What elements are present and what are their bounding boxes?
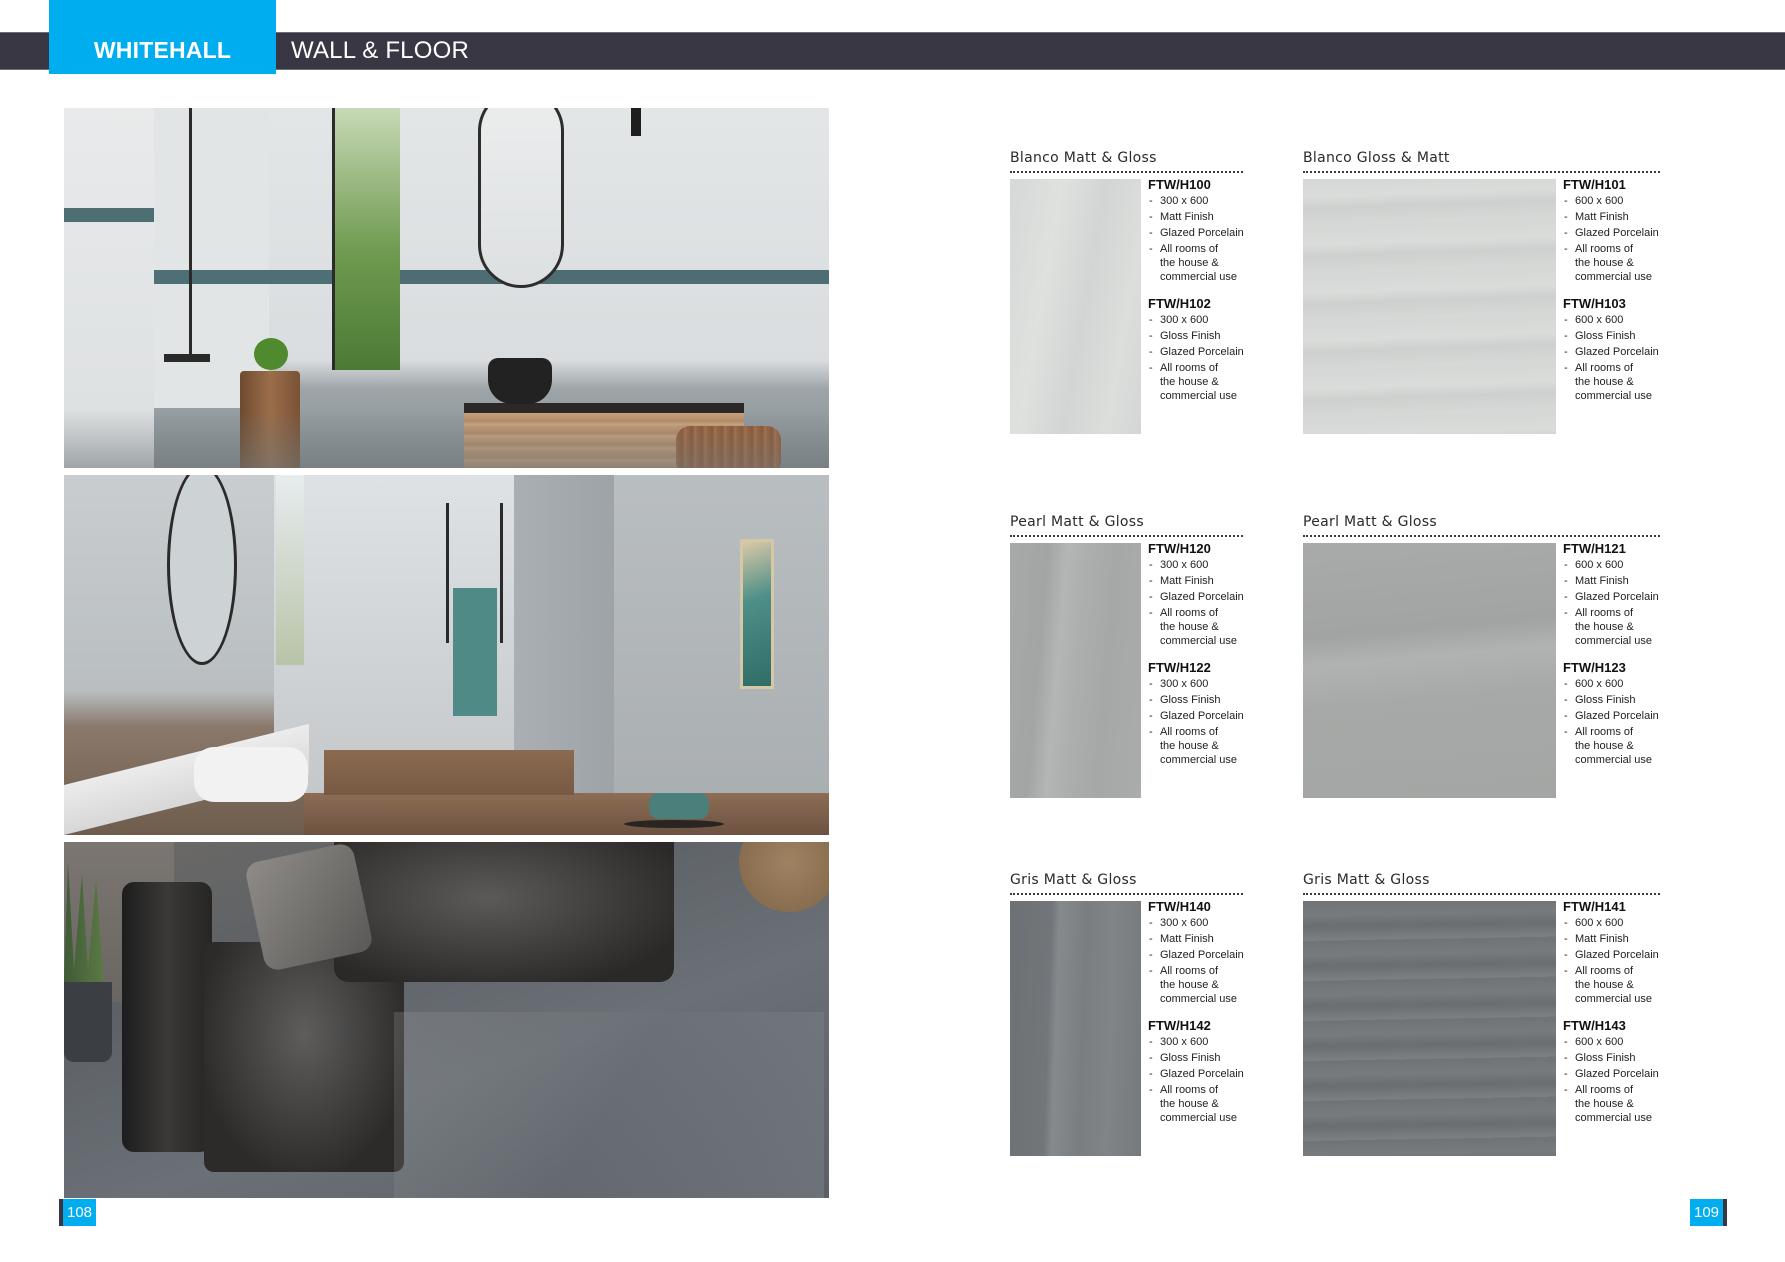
- spec-finish: - Gloss Finish: [1148, 693, 1248, 707]
- dotted-divider: [1303, 535, 1660, 537]
- group-title: Blanco Matt & Gloss: [1010, 150, 1157, 166]
- spec-material: - Glazed Porcelain: [1148, 345, 1248, 359]
- product-group-gris-left: [1010, 872, 1244, 1124]
- spec-use: - All rooms of the house & commercial use: [1148, 725, 1248, 767]
- spec-size: - 300 x 600: [1148, 194, 1248, 208]
- product-code: FTW/H103: [1563, 296, 1626, 311]
- group-title: Gris Matt & Gloss: [1303, 872, 1430, 888]
- product-spec: [1148, 899, 1248, 1006]
- spec-finish: - Gloss Finish: [1563, 693, 1663, 707]
- section-title: WALL & FLOOR: [291, 37, 469, 64]
- page-number-left: 108: [59, 1199, 96, 1226]
- spec-use: - All rooms of the house & commercial use: [1148, 242, 1248, 284]
- product-code: FTW/H100: [1148, 177, 1211, 192]
- product-group-pearl-right: [1303, 514, 1660, 766]
- product-spec: [1148, 660, 1248, 767]
- spec-material: - Glazed Porcelain: [1148, 948, 1248, 962]
- spec-size: - 300 x 600: [1148, 558, 1248, 572]
- tile-swatch: [1303, 179, 1556, 434]
- spec-use: - All rooms of the house & commercial use: [1563, 1083, 1663, 1125]
- spec-finish: - Matt Finish: [1563, 932, 1663, 946]
- spec-material: - Glazed Porcelain: [1563, 709, 1663, 723]
- spec-finish: - Matt Finish: [1148, 932, 1248, 946]
- spec-size: - 300 x 600: [1148, 313, 1248, 327]
- dotted-divider: [1010, 535, 1243, 537]
- dotted-divider: [1303, 893, 1660, 895]
- spec-column: [1563, 177, 1663, 415]
- spec-size: - 300 x 600: [1148, 677, 1248, 691]
- product-code: FTW/H142: [1148, 1018, 1211, 1033]
- spec-size: - 600 x 600: [1563, 194, 1663, 208]
- tile-swatch: [1010, 901, 1141, 1156]
- product-spec: [1148, 1018, 1248, 1125]
- spec-size: - 600 x 600: [1563, 313, 1663, 327]
- spec-column: [1148, 899, 1248, 1137]
- product-spec: [1563, 899, 1663, 1006]
- product-spec: [1563, 1018, 1663, 1125]
- spec-size: - 300 x 600: [1148, 916, 1248, 930]
- product-code: FTW/H140: [1148, 899, 1211, 914]
- product-code: FTW/H102: [1148, 296, 1211, 311]
- spec-material: - Glazed Porcelain: [1148, 709, 1248, 723]
- brand-badge: [49, 0, 276, 74]
- spec-size: - 600 x 600: [1563, 1035, 1663, 1049]
- product-spec: [1148, 177, 1248, 284]
- spec-material: - Glazed Porcelain: [1563, 948, 1663, 962]
- spec-use: - All rooms of the house & commercial use: [1563, 606, 1663, 648]
- spec-use: - All rooms of the house & commercial use: [1563, 964, 1663, 1006]
- living-room-photo: [64, 842, 829, 1198]
- product-spec: [1563, 541, 1663, 648]
- spec-finish: - Matt Finish: [1148, 210, 1248, 224]
- page-number-right: 109: [1690, 1199, 1727, 1226]
- product-spec: [1148, 296, 1248, 403]
- product-spec: [1148, 541, 1248, 648]
- spec-finish: - Gloss Finish: [1563, 1051, 1663, 1065]
- spec-finish: - Gloss Finish: [1148, 1051, 1248, 1065]
- spec-use: - All rooms of the house & commercial use: [1563, 242, 1663, 284]
- product-code: FTW/H101: [1563, 177, 1626, 192]
- dotted-divider: [1010, 171, 1243, 173]
- product-code: FTW/H121: [1563, 541, 1626, 556]
- spec-column: [1563, 541, 1663, 779]
- spec-use: - All rooms of the house & commercial use: [1148, 1083, 1248, 1125]
- spec-use: - All rooms of the house & commercial use: [1148, 361, 1248, 403]
- spec-material: - Glazed Porcelain: [1563, 345, 1663, 359]
- spec-use: - All rooms of the house & commercial use: [1148, 964, 1248, 1006]
- spec-finish: - Gloss Finish: [1148, 329, 1248, 343]
- spec-column: [1563, 899, 1663, 1137]
- spec-finish: - Matt Finish: [1563, 574, 1663, 588]
- spec-size: - 600 x 600: [1563, 916, 1663, 930]
- spec-finish: - Gloss Finish: [1563, 329, 1663, 343]
- product-spec: [1563, 660, 1663, 767]
- product-group-pearl-left: [1010, 514, 1244, 766]
- group-title: Pearl Matt & Gloss: [1010, 514, 1144, 530]
- product-spec: [1563, 296, 1663, 403]
- spec-material: - Glazed Porcelain: [1148, 226, 1248, 240]
- tile-swatch: [1010, 179, 1141, 434]
- spec-use: - All rooms of the house & commercial use: [1563, 361, 1663, 403]
- group-title: Blanco Gloss & Matt: [1303, 150, 1450, 166]
- product-code: FTW/H143: [1563, 1018, 1626, 1033]
- spec-finish: - Matt Finish: [1148, 574, 1248, 588]
- dotted-divider: [1303, 171, 1660, 173]
- spec-material: - Glazed Porcelain: [1563, 590, 1663, 604]
- spec-column: [1148, 177, 1248, 415]
- tile-swatch: [1303, 543, 1556, 798]
- spec-use: - All rooms of the house & commercial use: [1148, 606, 1248, 648]
- product-group-blanco-gloss-matt: [1303, 150, 1660, 402]
- product-code: FTW/H122: [1148, 660, 1211, 675]
- bathroom-photo-2: [64, 475, 829, 835]
- product-group-blanco-matt-gloss: [1010, 150, 1244, 402]
- dotted-divider: [1010, 893, 1243, 895]
- spec-material: - Glazed Porcelain: [1563, 226, 1663, 240]
- spec-material: - Glazed Porcelain: [1148, 1067, 1248, 1081]
- product-group-gris-right: [1303, 872, 1660, 1124]
- group-title: Pearl Matt & Gloss: [1303, 514, 1437, 530]
- group-title: Gris Matt & Gloss: [1010, 872, 1137, 888]
- spec-column: [1148, 541, 1248, 779]
- spec-material: - Glazed Porcelain: [1563, 1067, 1663, 1081]
- spec-use: - All rooms of the house & commercial use: [1563, 725, 1663, 767]
- product-code: FTW/H123: [1563, 660, 1626, 675]
- spec-material: - Glazed Porcelain: [1148, 590, 1248, 604]
- tile-swatch: [1303, 901, 1556, 1156]
- spec-finish: - Matt Finish: [1563, 210, 1663, 224]
- brand-name: WHITEHALL: [93, 37, 232, 63]
- product-spec: [1563, 177, 1663, 284]
- product-code: FTW/H141: [1563, 899, 1626, 914]
- spec-size: - 600 x 600: [1563, 558, 1663, 572]
- spec-size: - 300 x 600: [1148, 1035, 1248, 1049]
- spec-size: - 600 x 600: [1563, 677, 1663, 691]
- product-code: FTW/H120: [1148, 541, 1211, 556]
- tile-swatch: [1010, 543, 1141, 798]
- bathroom-photo-1: [64, 108, 829, 468]
